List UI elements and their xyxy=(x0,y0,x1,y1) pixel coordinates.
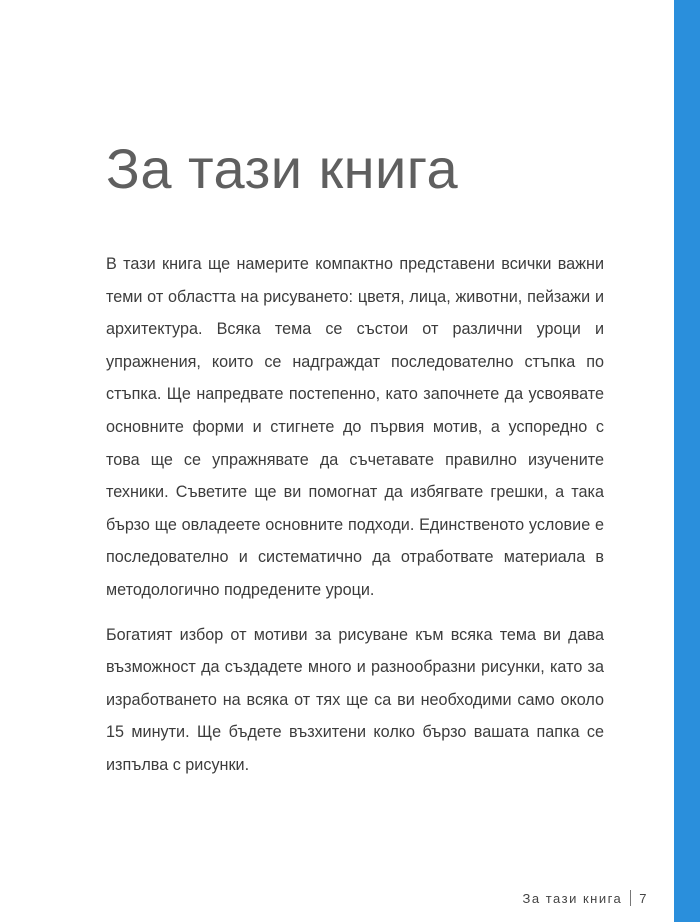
paragraph-2: Богатият избор от мотиви за рисуване към всяка тема ви дава възможност да създадете много и разнообразни рисунки, като за изработването на всяка от тях ще са ви необходими само около 15 минути. Ще бъдете възхитени колко бързо вашата папка се изпълва с рисунки. xyxy=(106,625,604,774)
body-text xyxy=(106,248,604,782)
page-footer xyxy=(523,890,648,906)
footer-section-title: За тази книга xyxy=(522,890,623,906)
accent-side-bar xyxy=(674,0,700,922)
paragraph-1: В тази книга ще намерите компактно представени всички важни теми от областта на рисуването: цветя, лица, животни, пейзажи и архитектура. Всяка тема се състои от различни уроци и упражнения, които се надграждат последователно стъпка по стъпка. Ще напредвате постепенно, като започнете да усвоявате основните форми и стигнете до първия мотив, а успоредно с това ще се упражнявате да съчетавате правилно изучените техники. Съветите ще ви помогнат да избягвате грешки, а така бързо ще овладеете основните подходи. Единственото условие е последователно и систематично да отработвате материала в методологично подредените уроци. xyxy=(106,255,604,599)
page-number: 7 xyxy=(639,890,648,906)
footer-separator xyxy=(630,890,631,906)
page-title: За тази книга xyxy=(106,137,459,200)
